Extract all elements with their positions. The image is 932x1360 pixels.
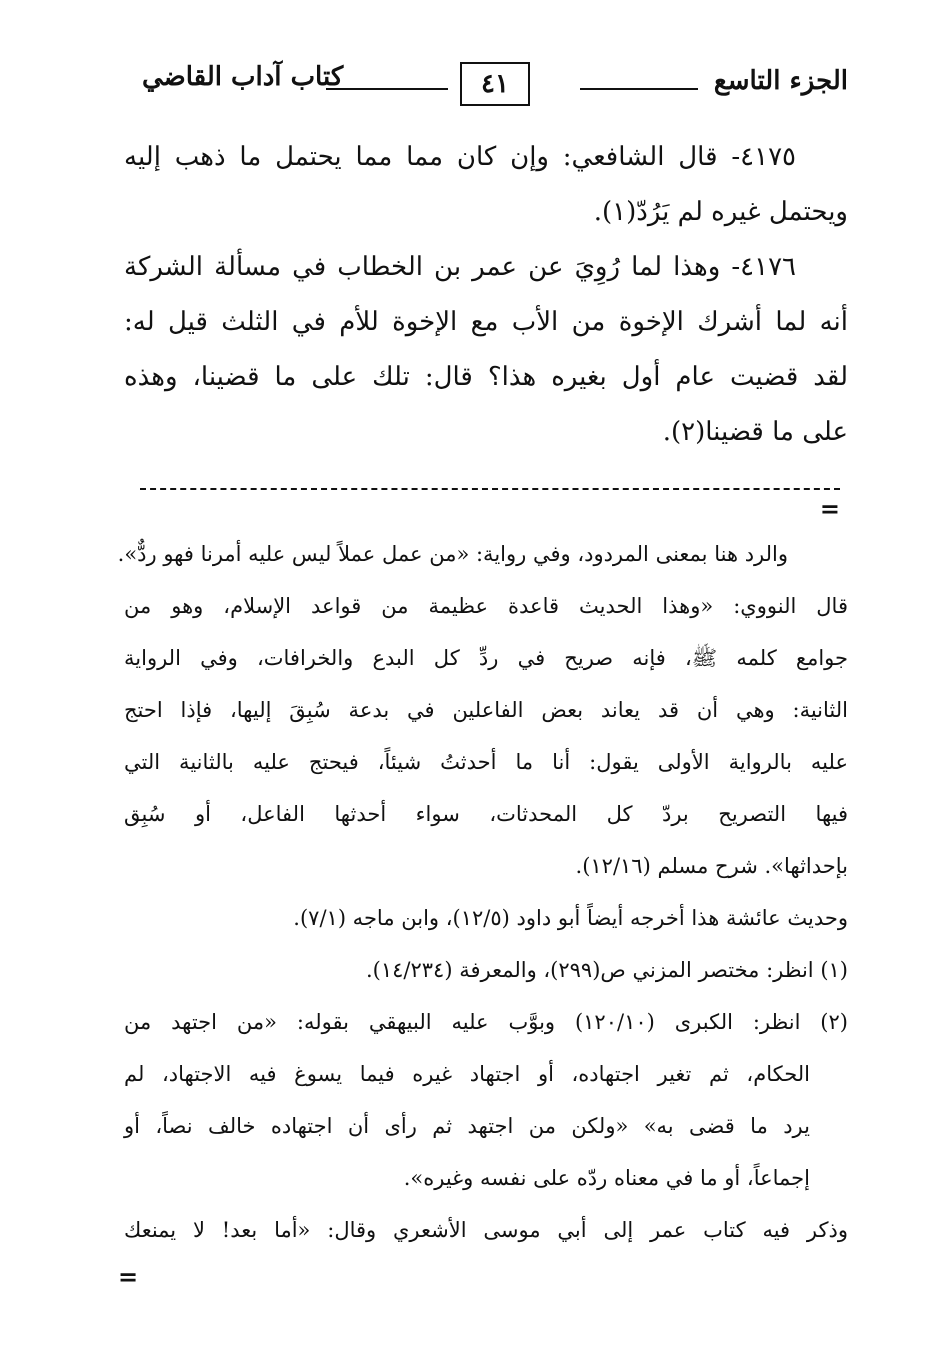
page-number: ٤١ — [460, 62, 530, 106]
text-line: لقد قضيت عام أول بغيره هذا؟ قال: تلك على ما قضينا، وهذه — [124, 362, 848, 392]
text-line: ويحتمل غيره لم يَرُدّ(١). — [593, 197, 848, 227]
footnote-line: فيها التصريح بردّ كل المحدثات، سواء أحدثها الفاعل، أو سُبِق — [124, 802, 848, 826]
main-text — [124, 130, 848, 460]
volume-title: الجزء التاسع — [713, 66, 848, 96]
text-line: ٤١٧٦- وهذا لما رُوِيَ عن عمر بن الخطاب في مسألة الشركة — [124, 252, 796, 282]
footnote-line: يرد ما قضى به» «ولكن من اجتهد ثم رأى أن اجتهاده خالف نصاً، أو — [124, 1114, 810, 1138]
header-rule-left — [326, 88, 448, 90]
footnote-line: بإحداثها». شرح مسلم (١٢/١٦). — [575, 854, 848, 878]
text-line: أنه لما أشرك الإخوة من الأب مع الإخوة للأم في الثلث قيل له: — [124, 307, 848, 337]
footnotes — [117, 528, 848, 1256]
text-line: ٤١٧٥- قال الشافعي: وإن كان مما مما يحتمل ما ذهب إليه — [124, 142, 796, 172]
footnote-line: عليه بالرواية الأولى يقول: أنا ما أحدثتُ شيئاً، فيحتج عليه بالثانية التي — [124, 750, 848, 774]
footnote-line: قال النووي: «وهذا الحديث قاعدة عظيمة من قواعد الإسلام، وهو من — [124, 594, 848, 618]
footnote-line: الثانية: وهي أن قد يعاند بعض الفاعلين في بدعة سُبِقَ إليها، فإذا احتج — [124, 698, 848, 722]
continuation-mark-top: = — [819, 494, 840, 523]
footnote-line: جوامع كلمه ﷺ، فإنه صريح في ردِّ كل البدع والخرافات، وفي الرواية — [124, 646, 848, 670]
footnote-separator — [140, 488, 840, 490]
page-header — [120, 58, 848, 110]
footnote-line: والرد هنا بمعنى المردود، وفي رواية: «من عمل عملاً ليس عليه أمرنا فهو ردٌّ». — [117, 542, 788, 566]
footnote-line: الحكام، ثم تغير اجتهاده، أو اجتهاد غيره فيما يسوغ فيه الاجتهاد، لم — [124, 1062, 810, 1086]
footnote-2: (٢) انظر: الكبرى (١٢٠/١٠) وبوَّب عليه البيهقي بقوله: «من اجتهد من — [124, 1010, 848, 1034]
footnote-line: وحديث عائشة هذا أخرجه أيضاً أبو داود (١٢/٥)، وابن ماجه (٧/١). — [293, 906, 848, 930]
continuation-mark-bottom: = — [118, 1262, 139, 1291]
footnote-line: إجماعاً، أو ما في معناه ردّه على نفسه وغيره». — [403, 1166, 810, 1190]
header-rule-right — [580, 88, 698, 90]
footnote-1: (١) انظر: مختصر المزني ص(٢٩٩)، والمعرفة (١٤/٢٣٤). — [365, 958, 848, 982]
text-line: على ما قضينا(٢). — [662, 417, 848, 447]
book-title: كتاب آداب القاضي — [142, 62, 344, 92]
footnote-line: وذكر فيه كتاب عمر إلى أبي موسى الأشعري وقال: «أما بعد! لا يمنعك — [124, 1218, 848, 1242]
